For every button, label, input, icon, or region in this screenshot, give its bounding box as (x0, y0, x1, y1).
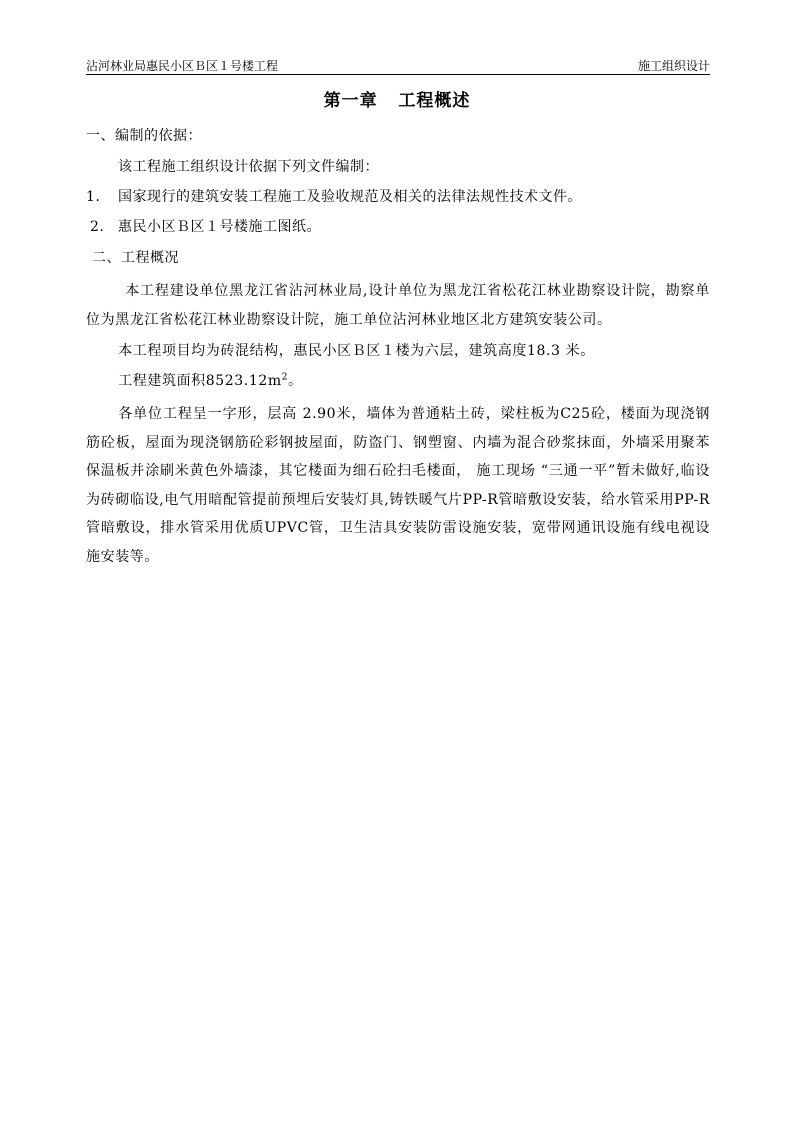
floor-area-superscript: 2 (281, 372, 289, 383)
floor-area-end: 。 (288, 373, 303, 389)
list-item-number: 2. (90, 219, 105, 235)
list-item-text: 国家现行的建筑安装工程施工及验收规范及相关的法律法规性技术文件。 (118, 189, 582, 205)
overview-paragraph-3 (86, 367, 710, 396)
chapter-title: 第一章 工程概述 (323, 91, 471, 111)
section1-heading: 一、编制的依据： (86, 128, 202, 144)
header-project-name: 沾河林业局惠民小区Ｂ区１号楼工程 (86, 59, 279, 73)
list-item (86, 187, 582, 207)
section2-heading: 二、工程概况 (92, 250, 179, 266)
overview-paragraph-1: 本工程建设单位黑龙江省沾河林业局,设计单位为黑龙江省松花江林业勘察设计院，勘察单位为黑龙江省松花江林业勘察设计院，施工单位沾河林业地区北方建筑安装公司。 (86, 283, 710, 328)
overview-paragraph-4: 各单位工程呈一字形，层高 2.90米，墙体为普通粘土砖，梁柱板为C25砼，楼面为现浇钢筋砼板，屋面为现浇钢筋砼彩钢披屋面，防盗门、钢塑窗、内墙为混合砂浆抹面，外墙采用聚苯保温板并涂刷米黄色外墙漆，其它楼面为细石砼扫毛楼面， 施工现场 “三通一平”暂未做好,临设为砖砌临设,电气用暗配管提前预埋后安装灯具,铸铁暖气片PP-R管暗敷设安装，给水管采用PP-R管暗敷设，排水管采用优质UPVC管，卫生洁具安装防雷设施安装，宽带网通讯设施有线电视设施安装等。 (86, 406, 710, 565)
list-item (90, 217, 321, 237)
list-item-number: 1. (86, 189, 101, 205)
page-header (86, 58, 710, 75)
floor-area-text: 工程建筑面积8523.12m (118, 373, 282, 389)
header-document-type: 施工组织设计 (637, 59, 710, 73)
overview-paragraph-2: 本工程项目均为砖混结构，惠民小区Ｂ区１楼为六层，建筑高度18.3 米。 (118, 343, 595, 359)
list-item-text: 惠民小区Ｂ区１号楼施工图纸。 (118, 219, 321, 235)
section1-intro: 该工程施工组织设计依据下列文件编制： (118, 159, 379, 175)
